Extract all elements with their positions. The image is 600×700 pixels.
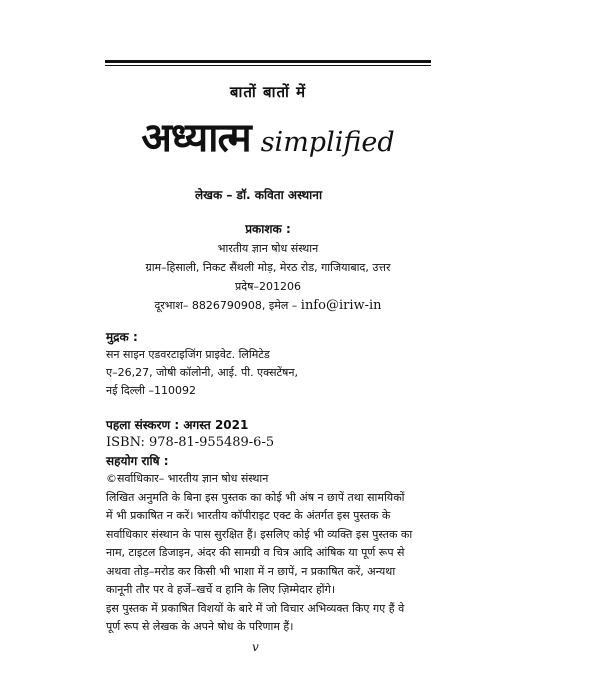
- top-rule-thin: [105, 65, 431, 66]
- printer-block: [106, 328, 298, 400]
- top-rule-thick: [105, 60, 431, 63]
- book-title-hindi: अध्यात्म: [141, 115, 251, 161]
- body-line: लिखित अनुमति के बिना इस पुस्तक का कोई भी अंष न छापें तथा सामयिकों: [106, 490, 405, 504]
- publisher-block: [105, 220, 431, 315]
- body-line: ©सर्वाधिकार– भारतीय ज्ञान षोध संस्थान: [106, 472, 269, 485]
- publisher-phone: दूरभाश– 8826790908, इमेल –: [154, 299, 301, 312]
- publisher-email: info@iriw-in: [300, 298, 382, 313]
- edition-label: पहला संस्करण : अगस्त 2021: [106, 418, 249, 432]
- publisher-address-line1: ग्राम–हिसाली, निकट सैंथली मोड़, मेरठ रोड, गाजियाबाद, उत्तर: [145, 261, 391, 274]
- copyright-text: [106, 470, 436, 637]
- body-line: पूर्ण रूप से लेखक के अपने षोध के परिणाम हैं।: [106, 620, 294, 633]
- body-line: इस पुस्तक में प्रकाषित विशयों के बारे में जो विचार अभिव्यक्त किए गए हैं वे: [106, 601, 405, 615]
- publisher-contact: [105, 296, 431, 315]
- book-subtitle: बातों बातों में: [229, 83, 307, 101]
- book-title-english: simplified: [260, 127, 395, 158]
- printer-line3: नई दिल्ली –110092: [106, 384, 196, 397]
- page-number: v: [252, 640, 259, 654]
- publisher-name: भारतीय ज्ञान षोध संस्थान: [217, 242, 319, 255]
- printer-line1: सन साइन एडवरटाइजिंग प्राइवेट. लिमिटेड: [106, 348, 270, 361]
- body-line: कानूनी तौर पर वे हर्जे–खर्चे व हानि के लिए ज़िम्मेदार होंगे।: [106, 583, 336, 596]
- isbn: ISBN: 978-81-955489-6-5: [106, 435, 275, 450]
- publisher-heading: प्रकाशक :: [245, 222, 291, 236]
- body-line: में भी प्रकाषित न करें। भारतीय कॉपीराइट एक्ट के अंतर्गत इस पुस्तक के: [106, 509, 391, 522]
- book-title: [105, 108, 431, 163]
- body-line: सर्वाधिकार संस्थान के पास सुरक्षित हैं। इसलिए कोई भी व्यक्ति इस पुस्तक का: [106, 527, 413, 541]
- edition-block: [106, 416, 274, 470]
- contribution-label: सहयोग राषि :: [106, 454, 169, 468]
- printer-line2: ए–26,27, जोषी कॉलोनी, आई. पी. एक्सटेंषन,: [106, 366, 299, 379]
- body-line: नाम, टाइटल डिजाइन, अंदर की सामग्री व चित्र आदि आंषिक या पूर्ण रूप से: [106, 546, 405, 559]
- body-line: अथवा तोड़–मरोड कर किसी भी भाशा में न छापें, न प्रकाषित करें, अन्यथा: [106, 564, 396, 578]
- author-line: लेखक – डॉ. कविता अस्थाना: [195, 188, 323, 202]
- publisher-address-line2: प्रदेष–201206: [235, 280, 301, 293]
- printer-heading: मुद्रक :: [106, 330, 138, 344]
